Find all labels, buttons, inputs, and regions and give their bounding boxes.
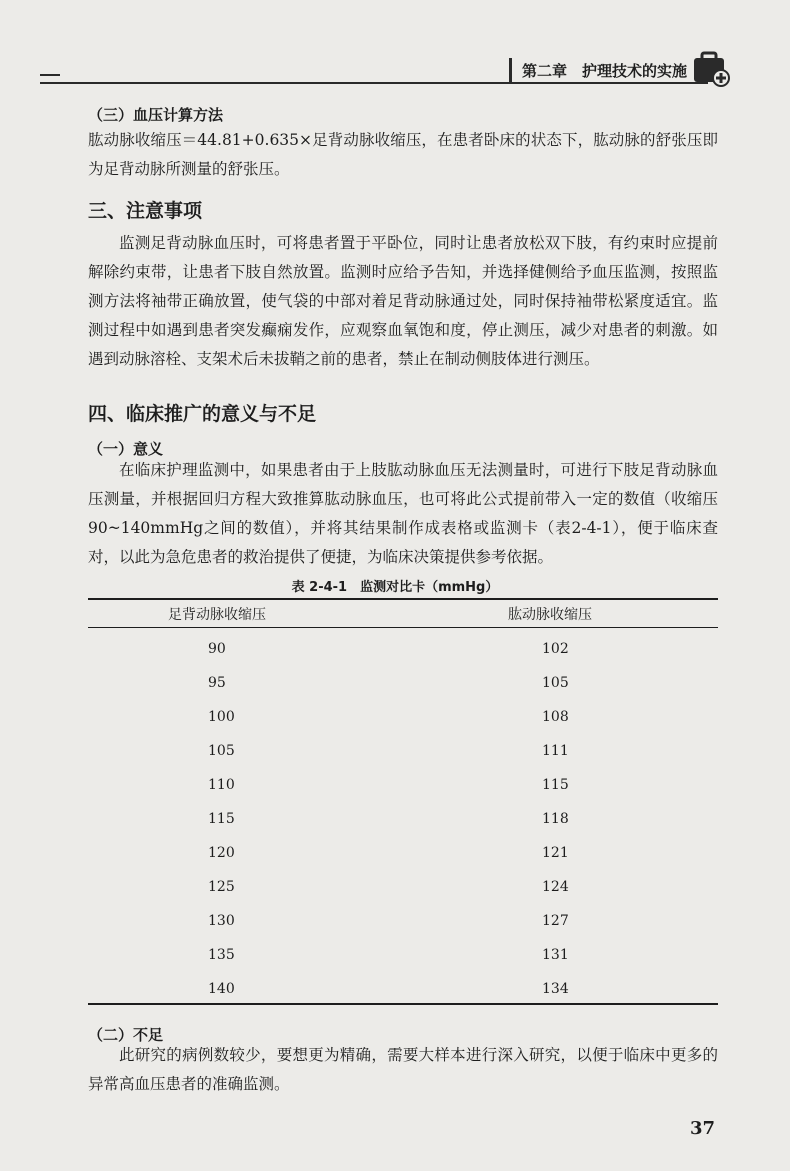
- table-cell-brachial: 131: [542, 947, 569, 963]
- table-header-brachial: 肱动脉收缩压: [508, 607, 592, 623]
- table-cell-brachial: 118: [542, 811, 569, 827]
- chapter-title: 第二章 护理技术的实施: [522, 62, 688, 80]
- shortcoming-text: 此研究的病例数较少，要想更为精确，需要大样本进行深入研究，以便于临床中更多的异常高血压患者的准确监测。: [88, 1046, 718, 1093]
- table-header-dorsalis: 足背动脉收缩压: [168, 607, 266, 623]
- bp-method-text: 肱动脉收缩压＝44.81+0.635×足背动脉收缩压，在患者卧床的状态下，肱动脉的舒张压即为足背动脉所测量的舒张压。: [88, 131, 718, 178]
- table-cell-brachial: 121: [542, 845, 569, 861]
- table-bottom-rule: [88, 1003, 718, 1005]
- table-cell-brachial: 111: [542, 743, 569, 759]
- section-heading-notes: 三、注意事项: [88, 200, 203, 222]
- table-cell-dorsalis: 110: [208, 777, 235, 793]
- page-number: 37: [690, 1118, 716, 1139]
- subheading-shortcoming: （二）不足: [88, 1026, 164, 1044]
- table-cell-dorsalis: 135: [208, 947, 235, 963]
- table-cell-brachial: 108: [542, 709, 569, 725]
- table-header-rule: [88, 627, 718, 628]
- table-cell-brachial: 127: [542, 913, 569, 929]
- table-cell-dorsalis: 130: [208, 913, 235, 929]
- first-aid-kit-icon: [690, 48, 730, 88]
- table-top-rule: [88, 598, 718, 600]
- table-cell-dorsalis: 105: [208, 743, 235, 759]
- table-cell-brachial: 115: [542, 777, 569, 793]
- table-cell-brachial: 124: [542, 879, 569, 895]
- section-heading-clinical: 四、临床推广的意义与不足: [88, 403, 317, 425]
- table-cell-dorsalis: 115: [208, 811, 235, 827]
- table-cell-dorsalis: 120: [208, 845, 235, 861]
- table-cell-brachial: 102: [542, 641, 569, 657]
- notes-text: 监测足背动脉血压时，可将患者置于平卧位，同时让患者放松双下肢，有约束时应提前解除约束带，让患者下肢自然放置。监测时应给予告知，并选择健侧给予血压监测，按照监测方法将袖带正确放置，使气袋的中部对着足背动脉通过处，同时保持袖带松紧度适宜。监测过程中如遇到患者突发癫痫发作，应观察血氧饱和度，停止测压，减少对患者的刺激。如遇到动脉溶栓、支架术后未拔鞘之前的患者，禁止在制动侧肢体进行测压。: [88, 234, 718, 368]
- table-cell-dorsalis: 140: [208, 981, 235, 997]
- table-title: 表 2-4-1 监测对比卡（mmHg）: [291, 580, 499, 595]
- subheading-significance: （一）意义: [88, 440, 164, 458]
- table-cell-dorsalis: 95: [208, 675, 226, 691]
- header-rule: [40, 82, 708, 84]
- significance-text: 在临床护理监测中，如果患者由于上肢肱动脉血压无法测量时，可进行下肢足背动脉血压测量，并根据回归方程大致推算肱动脉血压，也可将此公式提前带入一定的数值（收缩压90~140mmHg之间的数值），并将其结果制作成表格或监测卡（表2-4-1），便于临床查对，以此为急危患者的救治提供了便捷，为临床决策提供参考依据。: [88, 461, 718, 566]
- table-cell-dorsalis: 100: [208, 709, 235, 725]
- table-cell-brachial: 105: [542, 675, 569, 691]
- header-rule-tick: [40, 74, 60, 76]
- table-cell-dorsalis: 90: [208, 641, 226, 657]
- section-heading-bp-method: （三）血压计算方法: [88, 106, 224, 124]
- table-cell-dorsalis: 125: [208, 879, 235, 895]
- table-cell-brachial: 134: [542, 981, 569, 997]
- header-separator: [509, 58, 512, 82]
